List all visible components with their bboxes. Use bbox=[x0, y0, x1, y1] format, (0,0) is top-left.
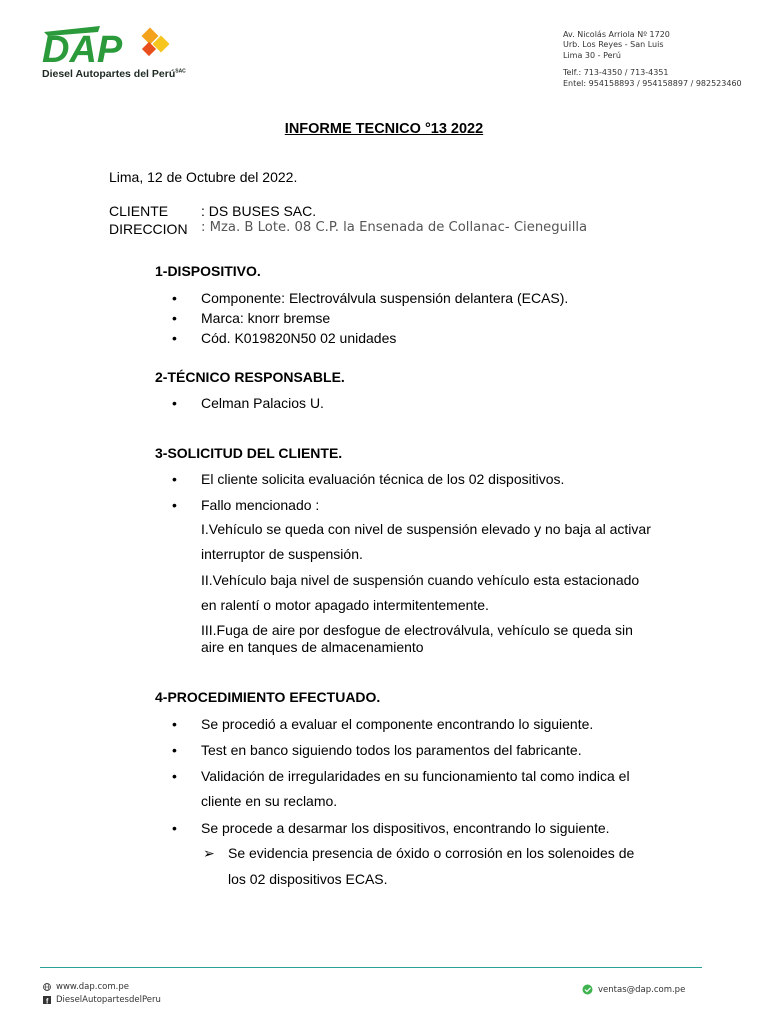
address-line: Urb. Los Reyes - San Luis bbox=[563, 40, 664, 50]
section-heading: 2-TÉCNICO RESPONSABLE. bbox=[155, 369, 345, 385]
fault-line: en ralentí o motor apagado intermitentemente. bbox=[201, 597, 489, 613]
address-line: Lima 30 - Perú bbox=[563, 50, 621, 60]
finding-line: los 02 dispositivos ECAS. bbox=[228, 871, 388, 887]
list-item-continuation: cliente en su reclamo. bbox=[201, 793, 338, 809]
footer-facebook[interactable]: f DieselAutopartesdelPeru bbox=[43, 995, 161, 1005]
footer-website[interactable]: www.dap.com.pe bbox=[43, 982, 129, 992]
footer-email[interactable]: ventas@dap.com.pe bbox=[582, 984, 685, 995]
arrow-bullet-icon: ➢ bbox=[203, 845, 215, 861]
globe-icon bbox=[43, 983, 51, 991]
company-contact-block bbox=[563, 30, 742, 89]
fault-line: I.Vehículo se queda con nivel de suspensión elevado y no baja al activar bbox=[201, 521, 651, 537]
logo-text: DAP bbox=[42, 29, 123, 71]
phone-line: Telf.: 713-4350 / 713-4351 bbox=[563, 68, 669, 78]
fault-line: III.Fuga de aire por desfogue de electroválvula, vehículo se queda sin bbox=[201, 622, 633, 638]
fault-line: aire en tanques de almacenamiento bbox=[201, 639, 424, 655]
whatsapp-icon bbox=[582, 984, 593, 995]
address-label: DIRECCION bbox=[109, 221, 188, 237]
section-heading: 4-PROCEDIMIENTO EFECTUADO. bbox=[155, 689, 381, 705]
section-heading: 3-SOLICITUD DEL CLIENTE. bbox=[155, 445, 343, 461]
document-date: Lima, 12 de Octubre del 2022. bbox=[109, 169, 298, 185]
footer-divider bbox=[40, 967, 702, 968]
client-value: : DS BUSES SAC. bbox=[201, 203, 317, 219]
client-label: CLIENTE bbox=[109, 203, 169, 219]
address-value: : Mza. B Lote. 08 C.P. la Ensenada de Collanac- Cieneguilla bbox=[201, 220, 588, 235]
fault-line: interruptor de suspensión. bbox=[201, 546, 363, 562]
document-title: INFORME TECNICO °13 2022 bbox=[284, 121, 484, 137]
svg-text:f: f bbox=[46, 998, 49, 1004]
section-heading: 1-DISPOSITIVO. bbox=[155, 263, 261, 279]
phone-line: Entel: 954158893 / 954158897 / 982523460 bbox=[563, 78, 742, 88]
address-line: Av. Nicolás Arriola Nº 1720 bbox=[563, 30, 670, 39]
facebook-icon bbox=[43, 996, 51, 1004]
fault-line: II.Vehículo baja nivel de suspensión cuando vehículo esta estacionado bbox=[201, 572, 640, 588]
finding-line: Se evidencia presencia de óxido o corrosión en los solenoides de bbox=[228, 845, 635, 861]
logo-tagline: Diesel Autopartes del Perú$^{SAC}$ bbox=[42, 68, 186, 80]
